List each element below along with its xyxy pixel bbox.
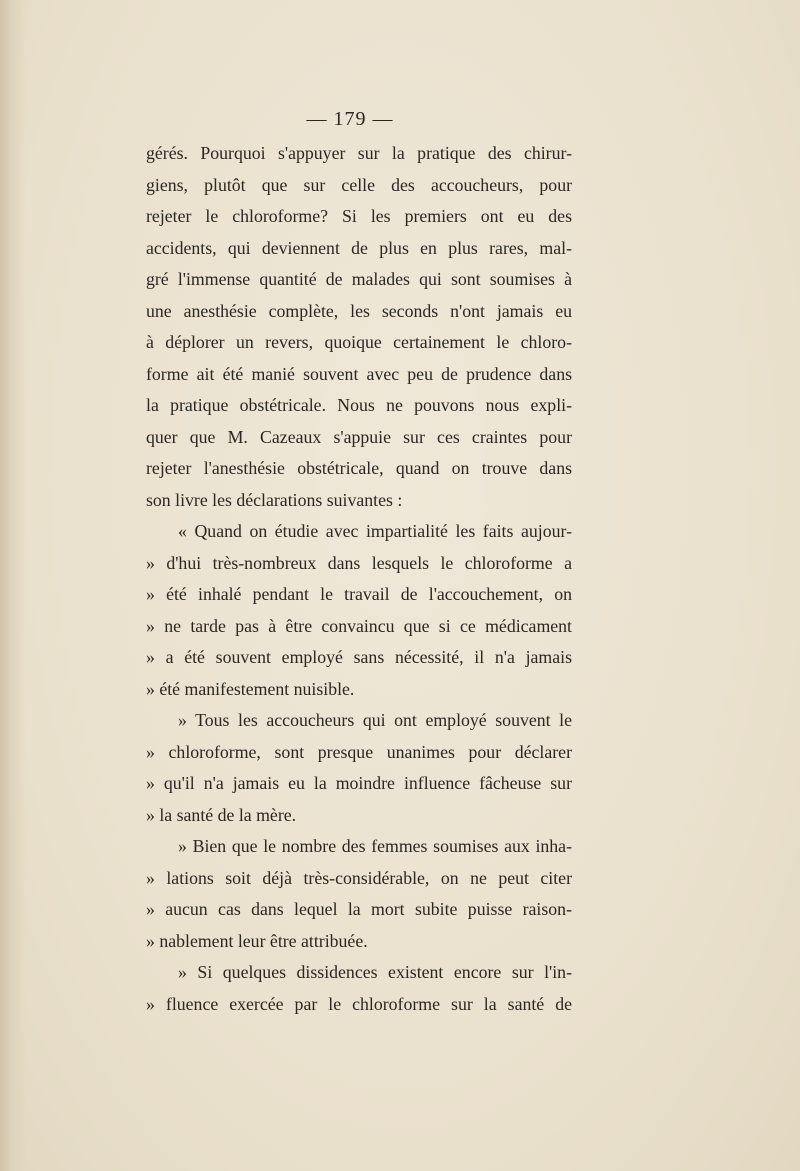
text-line: accidents, qui deviennent de plus en plus rares, mal- [146,237,572,258]
text-line: gérés. Pourquoi s'appuyer sur la pratique des chirur- [146,143,572,163]
text-line: » ne tarde pas à être convaincu que si ce médicament [146,615,572,636]
text-line: gré l'immense quantité de malades qui sont soumises à [146,269,572,289]
text-line: quer que M. Cazeaux s'appuie sur ces craintes pour [146,426,572,447]
page-number: — 179 — [306,108,394,130]
text-line: » été manifestement nuisible. [146,678,355,699]
body-text [146,138,572,1020]
text-line: » fluence exercée par le chloroforme sur la santé de [146,993,572,1014]
text-line: » qu'il n'a jamais eu la moindre influence fâcheuse sur [146,773,572,793]
text-line: » nablement leur être attribuée. [146,930,368,951]
text-line: « Quand on étudie avec impartialité les faits aujour- [178,521,572,541]
text-line: » chloroforme, sont presque unanimes pour déclarer [146,741,572,762]
text-line: » la santé de la mère. [146,804,297,825]
text-line: giens, plutôt que sur celle des accoucheurs, pour [146,174,572,195]
text-line: » été inhalé pendant le travail de l'accouchement, on [146,584,572,604]
text-line: » Bien que le nombre des femmes soumises aux inha- [178,836,572,856]
text-line: la pratique obstétricale. Nous ne pouvons nous expli- [146,395,572,415]
text-line: » aucun cas dans lequel la mort subite puisse raison- [146,899,572,919]
text-line: à déplorer un revers, quoique certainement le chloro- [146,332,572,352]
text-line: forme ait été manié souvent avec peu de prudence dans [146,363,572,384]
text-line: rejeter l'anesthésie obstétricale, quand on trouve dans [146,458,572,478]
text-line: » Si quelques dissidences existent encore sur l'in- [178,962,572,982]
text-line: » Tous les accoucheurs qui ont employé souvent le [178,710,572,730]
text-line: son livre les déclarations suivantes : [146,489,403,510]
binding-shadow [0,0,26,1171]
text-line: rejeter le chloroforme? Si les premiers ont eu des [146,206,572,226]
text-line: une anesthésie complète, les seconds n'ont jamais eu [146,300,572,321]
text-line: » d'hui très-nombreux dans lesquels le chloroforme a [146,552,572,573]
text-line: » lations soit déjà très-considérable, on ne peut citer [146,867,572,888]
text-line: » a été souvent employé sans nécessité, il n'a jamais [146,647,572,667]
